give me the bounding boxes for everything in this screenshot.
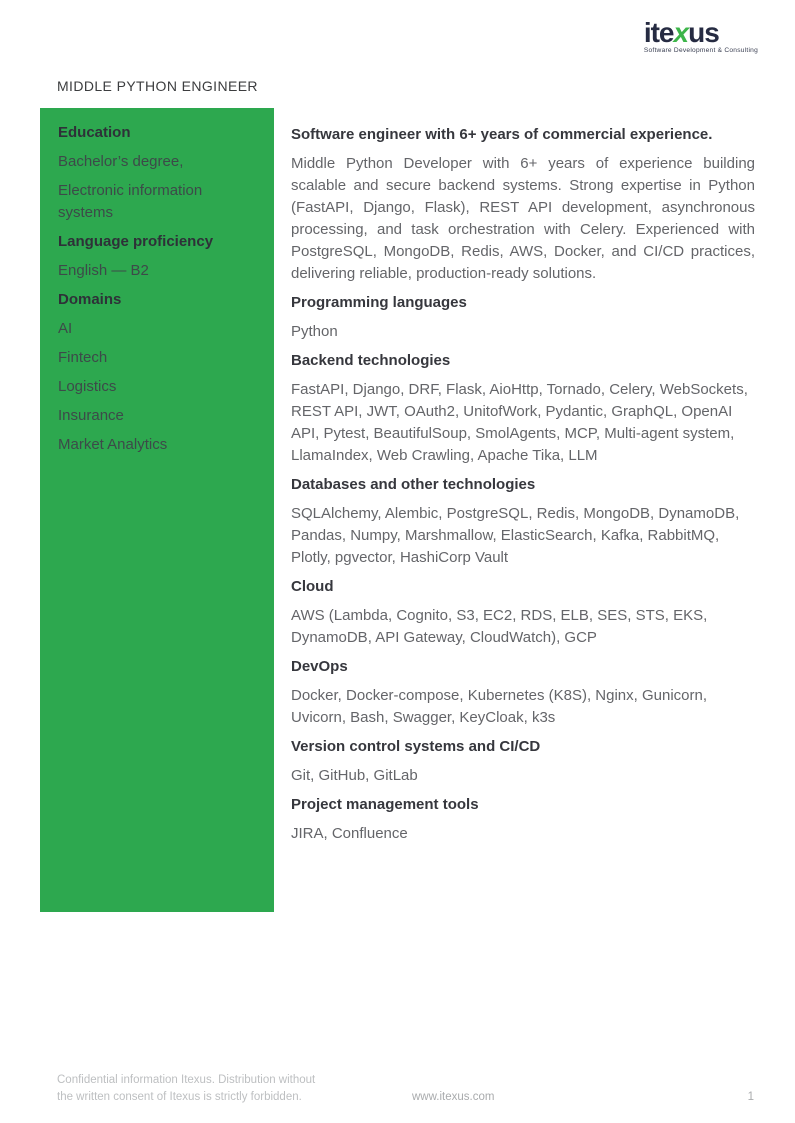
confidentiality-line-1: Confidential information Itexus. Distribution without xyxy=(57,1074,316,1086)
page-title: MIDDLE PYTHON ENGINEER xyxy=(57,78,258,94)
logo-text-post: us xyxy=(688,17,719,48)
logo-text-pre: ite xyxy=(643,17,674,48)
sidebar-item-domain-fintech: Fintech xyxy=(58,349,108,366)
itexus-logo xyxy=(643,17,758,55)
sidebar-item-english-level: English — B2 xyxy=(58,262,149,279)
section-heading-backend-technologies: Backend technologies xyxy=(291,352,451,369)
sidebar-heading-domains: Domains xyxy=(58,291,122,308)
sidebar-item-domain-logistics: Logistics xyxy=(58,378,117,395)
confidentiality-note xyxy=(57,1072,315,1106)
section-heading-version-control: Version control systems and CI/CD xyxy=(291,738,541,755)
footer xyxy=(0,1072,795,1112)
section-body-version-control: Git, GitHub, GitLab xyxy=(291,767,418,784)
section-body-backend-technologies: FastAPI, Django, DRF, Flask, AioHttp, Tornado, Celery, WebSockets, REST API, JWT, OAuth2, UnitofWork, Pydantic, GraphQL, OpenAI API, Pytest, BeautifulSoup, SmolAgents, MCP, Multi-agent system, LlamaIndex, Web Crawling, Apache Tika, LLM xyxy=(291,381,748,464)
summary-paragraph: Middle Python Developer with 6+ years of experience building scalable and secure backend systems. Strong expertise in Python (FastAPI, Django, Flask), REST API development, asynchronous processing, and task orchestration with Celery. Experienced with PostgreSQL, MongoDB, Redis, AWS, Docker, and CI/CD practices, delivering reliable, production-ready solutions. xyxy=(291,155,755,282)
logo-wordmark xyxy=(643,17,758,48)
sidebar-item-domain-insurance: Insurance xyxy=(58,407,124,424)
section-body-project-management: JIRA, Confluence xyxy=(291,825,408,842)
sidebar-heading-language: Language proficiency xyxy=(58,233,214,250)
section-heading-devops: DevOps xyxy=(291,658,348,675)
page-number: 1 xyxy=(747,1091,754,1103)
section-heading-project-management: Project management tools xyxy=(291,796,479,813)
main-content xyxy=(291,124,755,852)
section-body-databases: SQLAlchemy, Alembic, PostgreSQL, Redis, MongoDB, DynamoDB, Pandas, Numpy, Marshmallow, ElasticSearch, Kafka, RabbitMQ, Plotly, pgvector, HashiCorp Vault xyxy=(291,505,740,566)
section-heading-databases: Databases and other technologies xyxy=(291,476,536,493)
logo-x-icon: x xyxy=(673,17,689,48)
sidebar-item-domain-ai: AI xyxy=(58,320,73,337)
section-body-devops: Docker, Docker-compose, Kubernetes (K8S), Nginx, Gunicorn, Uvicorn, Bash, Swagger, KeyCloak, k3s xyxy=(291,687,708,726)
logo-tagline: Software Development & Consulting xyxy=(643,47,758,54)
sidebar-item-specialty: Electronic information systems xyxy=(58,182,203,221)
sidebar-item-domain-market-analytics: Market Analytics xyxy=(58,436,168,453)
section-heading-programming-languages: Programming languages xyxy=(291,294,467,311)
sidebar-heading-education: Education xyxy=(58,124,131,141)
section-body-cloud: AWS (Lambda, Cognito, S3, EC2, RDS, ELB, SES, STS, EKS, DynamoDB, API Gateway, CloudWatch), GCP xyxy=(291,607,708,646)
section-body-programming-languages: Python xyxy=(291,323,338,340)
sidebar xyxy=(40,108,274,912)
sidebar-item-degree: Bachelor’s degree, xyxy=(58,153,184,170)
website-link[interactable]: www.itexus.com xyxy=(412,1091,495,1103)
summary-heading: Software engineer with 6+ years of commercial experience. xyxy=(291,126,713,143)
section-heading-cloud: Cloud xyxy=(291,578,334,595)
confidentiality-line-2: the written consent of Itexus is strictly forbidden. xyxy=(57,1091,302,1103)
